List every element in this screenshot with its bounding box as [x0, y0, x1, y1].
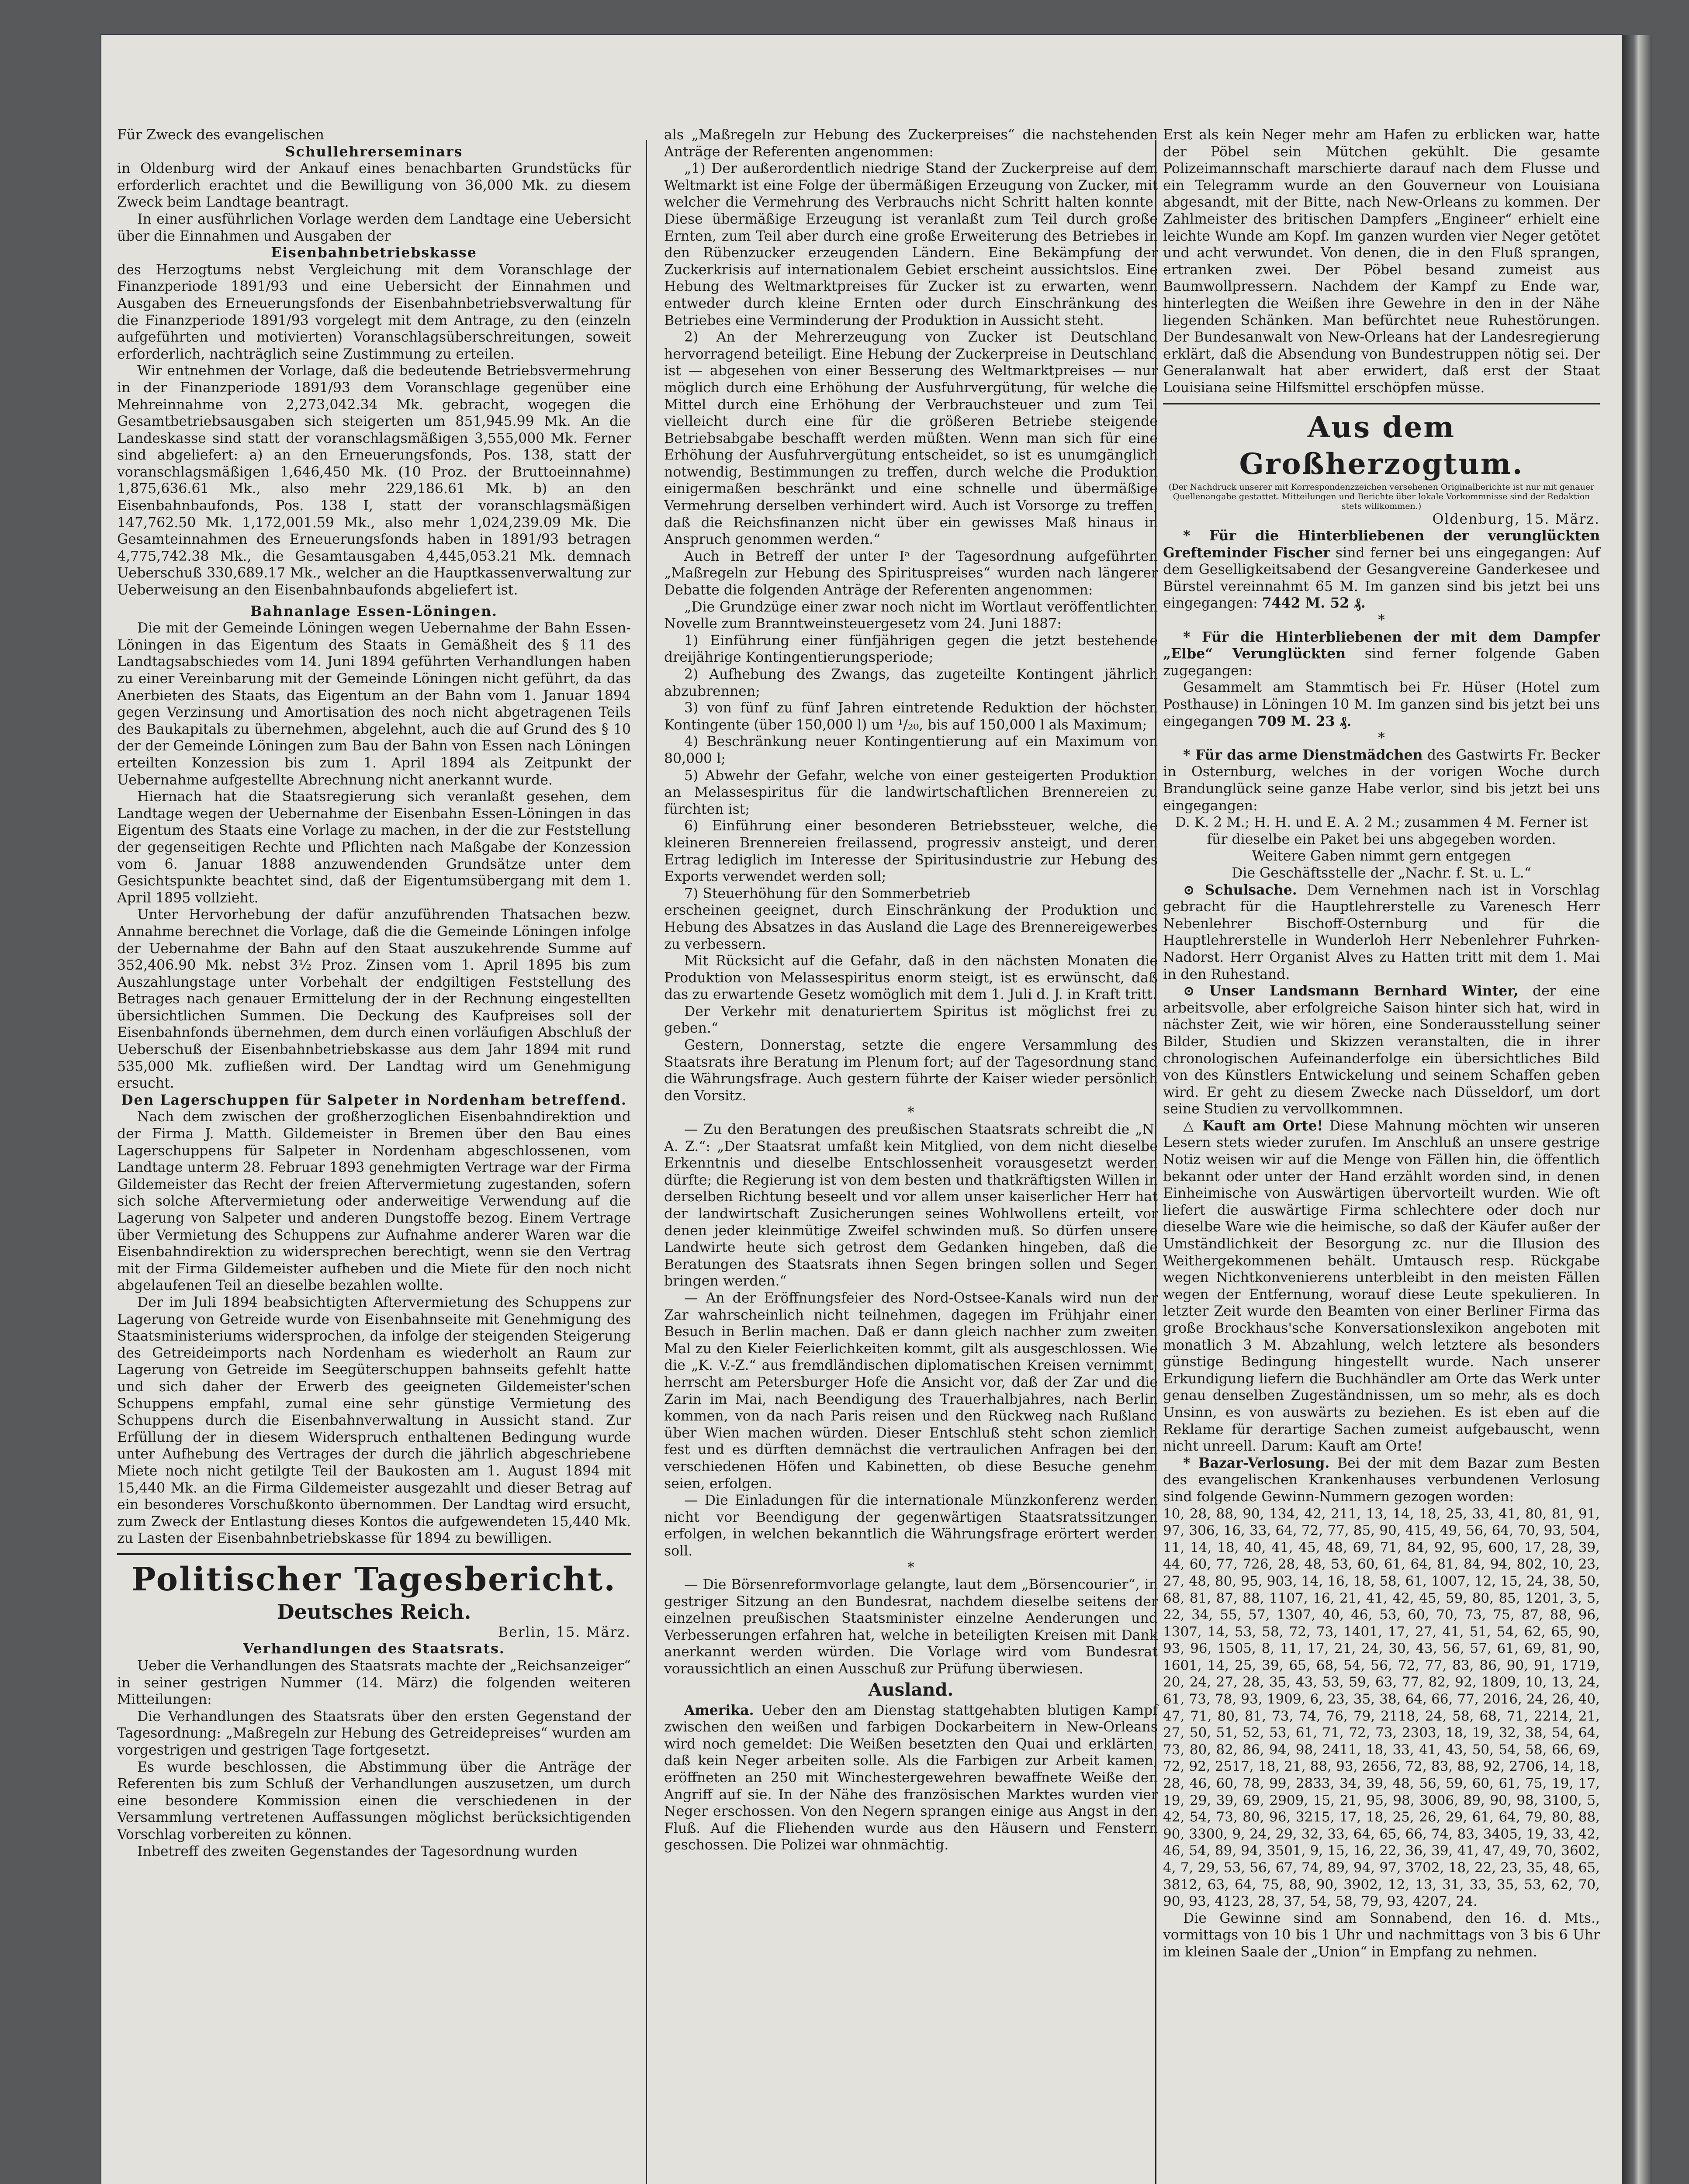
text-paragraph: der eine arbeitsvolle, aber erfolgreiche Saison hinter sich hat, wird in nächster Zeit, wie wir hören, eine Sonderausstellung seiner Bilder, Studien und Skizzen veranstalten, die in ihrer chronologischen Aufeinanderfolge ein übersichtliches Bild von des Künstlers Entwickelung und seinem Schaffen geben wird. Er geht zu diesem Zwecke nach Düsseldorf, um dort seine Studien zu vervollkommnen. [1163, 983, 1600, 1117]
section-heading: ⊙ Schulsache. [1183, 881, 1297, 898]
dateline: Oldenburg, 15. März. [1432, 511, 1600, 527]
list-item: 6) Einführung einer besonderen Betriebssteuer, welche, die kleineren Brennereien freilassend, progressiv ansteigt, und deren Ertrag lediglich im Interesse der Spiritusindustrie zur Hebung des Exports verwendet werden soll; [664, 818, 1158, 885]
column-1 [117, 127, 631, 1860]
section-subtitle: Deutsches Reich. [277, 1600, 471, 1624]
separator-star: * [1378, 612, 1385, 629]
text-paragraph: 2) An der Mehrerzeugung von Zucker ist Deutschland hervorragend beteiligt. Eine Hebung der Zuckerpreise in Deutschland ist — abgesehen von einer Besserung des Weltmarktpreises — nur möglich durch eine Erhöhung der Ausfuhrvergütung, für welche die Mittel durch eine Erhöhung der Verbrauchsteuer und zum Teil vielleicht durch eine für die größeren Betriebe steigende Betriebsabgabe beschafft werden müßten. Wenn man sich für eine Erhöhung der Ausfuhrvergütung entscheidet, so ist es unumgänglich notwendig, Bestimmungen zu treffen, durch welche die Produktion einigermaßen beschränkt und eine schnelle und übermäßige Vermehrung derselben verhindert wird. Auch ist Vorsorge zu treffen, daß die Reichsfinanzen nicht über ein gewisses Maß hinaus in Anspruch genommen werden.“ [664, 329, 1158, 548]
text-paragraph: In einer ausführlichen Vorlage werden dem Landtage eine Uebersicht über die Einnahmen und Ausgaben der [117, 211, 631, 244]
text-paragraph: Die Gewinne sind am Sonnabend, den 16. d. Mts., vormittags von 10 bis 1 Uhr und nachmittags von 3 bis 6 Uhr im kleinen Saale der „Union“ in Empfang zu nehmen. [1163, 1910, 1600, 1960]
text-paragraph: als „Maßregeln zur Hebung des Zuckerpreises“ die nachstehenden Anträge der Referenten angenommen: [664, 127, 1158, 160]
text-paragraph: sind ferner folgende Gaben zugegangen: [1163, 646, 1600, 679]
list-item: 2) Aufhebung des Zwangs, das zugeteilte Kontingent jährlich abzubrennen; [664, 667, 1158, 699]
text-paragraph: Für Zweck des evangelischen [117, 127, 324, 143]
text-paragraph: Wir entnehmen der Vorlage, daß die bedeutende Betriebsvermehrung in der Finanzperiode 1891/93 dem Voranschlage gegenüber eine Mehreinnahme von 2,273,042.34 Mk. gebracht, wogegen die Gesamtbetriebsausgaben sich steigerten um 851,945.99 Mk. An die Landeskasse sind statt der voranschlagsmäßigen 3,555,000 Mk. Ferner sind abgeliefert: a) an den Erneuerungsfonds, Pos. 138, statt der voranschlagsmäßigen 1,646,450 Mk. (10 Proz. der Bruttoeinnahme) 1,875,636.61 Mk., also mehr 229,186.61 Mk. b) an den Eisenbahnbaufonds, Pos. 138 I, statt der voranschlagsmäßigen 147,762.50 Mk. 1,172,001.59 Mk., also mehr 1,024,239.09 Mk. Die Gesamteinnahmen des Erneuerungsfonds haben in 1891/93 betragen 4,775,742.38 Mk., die Gesamtausgaben 4,445,053.21 Mk. demnach Ueberschuß 330,689.17 Mk., welcher an die Hauptkassenverwaltung zur Ueberweisung an den Eisenbahnbaufonds abgeliefert ist. [117, 363, 631, 598]
section-heading: Schullehrerseminars [285, 143, 463, 160]
text-paragraph: Der Verkehr mit denaturiertem Spiritus ist möglichst frei zu geben.“ [664, 1003, 1158, 1037]
text-paragraph: erscheinen geeignet, durch Einschränkung der Produktion und Hebung des Absatzes in das Ausland die Lage des Brennereigewerbes zu verbessern. [664, 902, 1158, 952]
text-paragraph: Gestern, Donnerstag, setzte die engere Versammlung des Staatsrats ihre Beratung im Plenum fort; auf der Tagesordnung stand die Währungsfrage. Auch gestern führte der Kaiser wieder persönlich den Vorsitz. [664, 1037, 1158, 1104]
text-paragraph: in Oldenburg wird der Ankauf eines benachbarten Grundstücks für erforderlich erachtet und die Bewilligung von 36,000 Mk. zu diesem Zweck beim Landtage beantragt. [117, 161, 631, 211]
section-title: Politischer Tagesbericht. [131, 1560, 617, 1598]
text-paragraph: — Die Einladungen für die internationale Münzkonferenz werden nicht vor Beendigung der gegenwärtigen Staatsratssitzungen erfolgen, in welchen bekanntlich die Währungsfrage erörtert werden soll. [664, 1493, 1158, 1559]
column-2 [664, 127, 1158, 1854]
list-item: 5) Abwehr der Gefahr, welche von einer gesteigerten Produktion an Melassespiritus für die landwirtschaftlichen Brennereien zu fürchten ist; [664, 767, 1158, 817]
column-rule-1 [646, 140, 647, 2184]
section-heading: Bahnanlage Essen-Löningen. [250, 603, 498, 619]
section-heading: Ausland. [868, 1679, 954, 1700]
text-paragraph: Ueber die Verhandlungen des Staatsrats machte der „Reichsanzeiger“ in seiner gestrigen Nummer (14. März) die folgenden weiteren Mitteilungen: [117, 1658, 631, 1708]
section-heading: * Für die Hinterbliebenen der mit dem Dampfer „Elbe“ Verunglückten [1163, 629, 1600, 662]
lottery-numbers: 10, 28, 88, 90, 134, 42, 211, 13, 14, 18, 25, 33, 41, 80, 81, 91, 97, 306, 16, 33, 64, 72, 77, 85, 90, 415, 49, 56, 64, 70, 93, 504, 11, 14, 18, 40, 41, 45, 48, 69, 71, 84, 92, 95, 600, 17, 28, 39, 44, 60, 77, 726, 28, 48, 53, 60, 61, 64, 81, 84, 94, 802, 10, 23, 27, 48, 80, 95, 903, 14, 16, 18, 58, 61, 1007, 12, 15, 24, 38, 50, 68, 81, 87, 88, 1107, 16, 21, 41, 42, 45, 59, 80, 85, 1201, 3, 5, 22, 34, 55, 57, 1307, 40, 46, 53, 60, 70, 73, 75, 87, 88, 96, 1307, 14, 53, 58, 72, 73, 1401, 17, 27, 41, 51, 54, 62, 65, 90, 93, 96, 1505, 8, 11, 17, 21, 24, 30, 43, 56, 57, 61, 69, 81, 90, 1601, 14, 25, 39, 65, 68, 54, 56, 72, 77, 83, 86, 90, 91, 1719, 20, 24, 27, 28, 35, 43, 53, 59, 63, 77, 82, 92, 1809, 10, 13, 24, 61, 73, 78, 93, 1909, 6, 23, 35, 38, 64, 66, 77, 2016, 24, 26, 40, 47, 71, 80, 81, 73, 74, 76, 79, 2118, 24, 58, 68, 71, 2214, 21, 27, 50, 51, 52, 53, 61, 71, 72, 73, 2303, 18, 19, 32, 38, 54, 64, 73, 80, 82, 86, 94, 98, 2411, 18, 33, 41, 43, 50, 54, 58, 66, 69, 72, 92, 2517, 18, 21, 88, 93, 2656, 72, 83, 88, 92, 2706, 14, 18, 28, 46, 60, 78, 99, 2833, 34, 39, 48, 56, 59, 60, 61, 75, 19, 17, 19, 29, 39, 69, 2909, 15, 21, 95, 98, 3006, 89, 90, 98, 3100, 5, 42, 54, 73, 80, 96, 3215, 17, 18, 25, 26, 29, 61, 64, 79, 80, 88, 90, 3300, 9, 24, 29, 32, 33, 64, 65, 66, 74, 83, 3405, 19, 33, 42, 46, 54, 89, 94, 3501, 9, 15, 16, 22, 36, 39, 41, 47, 49, 70, 3602, 4, 7, 29, 53, 56, 67, 74, 89, 94, 97, 3702, 18, 22, 23, 35, 48, 65, 3812, 63, 64, 75, 88, 90, 3902, 12, 13, 31, 33, 35, 53, 62, 70, 90, 93, 4123, 28, 37, 54, 58, 79, 93, 4207, 24. [1163, 1506, 1600, 1910]
text-paragraph: Gesammelt am Stammtisch bei Fr. Hüser (Hotel zum Posthause) in Löningen 10 M. Im ganzen sind bis jetzt bei uns eingegangen [1163, 680, 1600, 729]
section-heading: Eisenbahnbetriebskasse [271, 245, 477, 261]
text-paragraph: — An der Eröffnungsfeier des Nord-Ostsee-Kanals wird nun der Zar wahrscheinlich nicht teilnehmen, dagegen im Frühjahr einen Besuch in Berlin machen. Daß er dann gleich nachher zum zweiten Mal zu den Kieler Feierlichkeiten kommt, gilt als ausgeschlossen. Wie die „K. V.-Z.“ aus fremdländischen diplomatischen Kreisen vernimmt, herrscht am Petersburger Hofe die Ansicht vor, daß der Zar und die Zarin im Mai, nach Beendigung des Trauerhalbjahres, nach Berlin kommen, von da nach Paris reisen und den Rückweg nach Rußland über Wien machen würden. Dieser Entschluß steht schon ziemlich fest und es dürften demnächst die vertraulichen Anfragen bei den verschiedenen Höfen und Kabinetten, ob diese Besuche genehm seien, erfolgen. [664, 1290, 1158, 1492]
text-paragraph: Ueber den am Dienstag stattgehabten blutigen Kampf zwischen den weißen und farbigen Dockarbeitern in New-Orleans wird noch gemeldet: Die Weißen besetzten den Quai und erklärten, daß kein Neger arbeiten solle. Als die Farbigen zur Arbeit kamen, eröffneten an 250 mit Winchestergewehren bewaffnete Weiße den Angriff auf sie. In der Nähe des französischen Marktes wurden vier Neger erschossen. Von den Negern sprangen einige aus Angst in den Fluß. Auf die Fliehenden wurde aus den Häusern und Fenstern geschossen. Die Polizei war ohnmächtig. [664, 1702, 1158, 1853]
text-paragraph: des Gastwirts Fr. Becker in Osternburg, welches in der vorigen Woche durch Brandunglück seine ganze Habe verlor, sind bis jetzt bei uns eingegangen: [1163, 747, 1600, 814]
section-heading: * Für das arme Dienstmädchen [1183, 746, 1423, 763]
list-item: 7) Steuerhöhung für den Sommerbetrieb [684, 885, 971, 902]
section-heading: Den Lagerschuppen für Salpeter in Nordenham betreffend. [121, 1092, 627, 1108]
sum-value: 7442 M. 52 ₰. [1262, 595, 1366, 612]
text-paragraph: Hiernach hat die Staatsregierung sich veranlaßt gesehen, dem Landtage wegen der Uebernahme der Eisenbahn Essen-Löningen in das Eigentum des Staats eine Vorlage zu machen, in der die zur Feststellung der gegenseitigen Rechte und Pflichten nach Maßgabe der Konzession vom 6. Januar 1888 anzuwendenden Grundsätze unter dem Gesichtspunkte beachtet sind, daß der Eigentumsübergang mit dem 1. April 1895 vollzieht. [117, 789, 631, 906]
text-paragraph: Inbetreff des zweiten Gegenstandes der Tagesordnung wurden [137, 1843, 578, 1859]
separator-star: * [907, 1105, 914, 1121]
text-paragraph: D. K. 2 M.; H. H. und E. A. 2 M.; zusammen 4 M. Ferner ist für dieselbe ein Paket bei uns abgegeben worden. [1175, 815, 1588, 847]
section-title: Aus dem Großherzogtum. [1239, 410, 1524, 481]
text-paragraph: Diese Mahnung möchten wir unseren Lesern stets wieder zurufen. Im Anschluß an unsere gestrige Notiz weisen wir auf die Menge von Fällen hin, die öffentlich bekannt oder unter der Hand erzählt worden sind, in denen Einheimische von Auswärtigen übervorteilt wurden. Wie oft liefert die auswärtige Firma schlechtere oder doch nur dieselbe Ware wie die heimische, so daß der Käufer außer der Umständlichkeit der Besorgung zc. nur die Illusion des Weithergekommenen behält. Umtausch resp. Rückgabe wegen Nichtkonvenierens unterbleibt in den meisten Fällen wegen der Entfernung, worauf diese Leute spekulieren. In letzter Zeit wurde den Beamten von einer Berliner Firma das große Brockhaus'sche Konversationslexikon angeboten mit monatlich 3 M. Abzahlung, welch letztere als besonders günstige Bedingung hingestellt wurde. Nach unserer Erkundigung liefern die Buchhändler am Orte das Werk unter genau denselben Zugeständnissen, um so mehr, als es doch Unsinn, es von auswärts zu beziehen. Es ist eben auf die Reklame für derartige Sachen zumeist aufgebauscht, wenn nicht unreell. Darum: Kauft am Orte! [1163, 1118, 1600, 1455]
text-paragraph: „Die Grundzüge einer zwar noch nicht im Wortlaut veröffentlichten Novelle zum Branntweinsteuergesetz vom 24. Juni 1887: [664, 599, 1158, 632]
text-paragraph: Weitere Gaben nimmt gern entgegen [1252, 848, 1511, 864]
sum-value: 709 M. 23 ₰. [1257, 713, 1352, 729]
text-paragraph: Mit Rücksicht auf die Gefahr, daß in den nächsten Monaten die Produktion von Melassespiritus enorm steigt, ist es erwünscht, daß das zu erwartende Gesetz womöglich mit dem 1. Juli d. J. in Kraft tritt. [664, 953, 1158, 1003]
section-heading: Amerika. [684, 1702, 754, 1718]
text-paragraph: — Zu den Beratungen des preußischen Staatsrats schreibt die „N. A. Z.“: „Der Staatsrat umfaßt kein Mitglied, von dem nicht dieselbe Erkenntnis und dieselbe Entschlossenheit vorausgesetzt werden dürfte; die Regierung ist von dem besten und thatkräftigsten Willen in derselben Richtung beseelt und vor allem unser kaiserlicher Herr hat der landwirtschaft Zusicherungen seines Wohlwollens erteilt, vor denen jeder kleinmütige Zweifel schwinden muß. So dürfen unsere Landwirte heute sich getrost dem Gedanken hingeben, daß die Beratungen des Staatsrats ihnen Segen bringen sollen und Segen bringen werden.“ [664, 1122, 1158, 1289]
text-paragraph: Unter Hervorhebung der dafür anzuführenden Thatsachen bezw. Annahme berechnet die Vorlage, daß die die Gemeinde Löningen infolge der Uebernahme der Bahn auf den Staat auszukehrende Summe auf 352,406.90 Mk. nebst 3½ Proz. Zinsen vom 1. April 1895 bis zum Auszahlungstage unter Vorbehalt der endgiltigen Feststellung des Betrages nach genauer Ermittelung der in der Rechnung eingestellten übersichtlichen Summen. Die Deckung des Kaufpreises soll der Eisenbahnfonds übernehmen, dem durch einen vorläufigen Abschluß der Ueberschuß der Eisenbahnbetriebskasse aus dem Jahr 1894 mit rund 535,000 Mk. zufließen wird. Der Landtag wird um Genehmigung ersucht. [117, 907, 631, 1092]
column-3 [1163, 127, 1600, 1961]
section-divider [1163, 403, 1600, 404]
section-heading: * Bazar-Verlosung. [1183, 1455, 1330, 1471]
list-item: 3) von fünf zu fünf Jahren eintretende Reduktion der höchsten Kontingente (über 150,000 l) um ¹/₂₀, bis auf 150,000 l als Maximum; [664, 700, 1158, 733]
separator-star: * [1378, 730, 1385, 746]
section-heading: ⊙ Unser Landsmann Bernhard Winter, [1183, 983, 1519, 999]
text-paragraph: — Die Börsenreformvorlage gelangte, laut dem „Börsencourier“, in gestriger Sitzung an den Bundesrat, nachdem dieselbe seitens der einzelnen preußischen Staatsminister einzelne Aenderungen und Verbesserungen erfahren hat, welche in beteiligten Kreisen mit Dank anerkannt werden würden. Die Vorlage wird vom Bundesrat voraussichtlich an einen Ausschuß zur Prüfung überwiesen. [664, 1577, 1158, 1677]
reprint-note: (Der Nachdruck unserer mit Korrespondenzzeichen versehenen Originalberichte ist nur mit genauer Quellenangabe gestattet. Mitteilungen und Berichte über lokale Vorkommnisse sind der Redaktion stets willkommen.) [1168, 482, 1595, 511]
text-paragraph: Bei der mit dem Bazar zum Besten des evangelischen Krankenhauses verbundenen Verlosung sind folgende Gewinn-Nummern gezogen worden: [1163, 1455, 1600, 1505]
text-paragraph: Nach dem zwischen der großherzoglichen Eisenbahndirektion und der Firma J. Matth. Gildemeister in Bremen über den Bau eines Lagerschuppens für Salpeter in Nordenham abgeschlossenen, vom Landtage unterm 28. Februar 1893 genehmigten Vertrage war der Firma Gildemeister das Recht der freien Aftervermietung zugestanden, sofern sich solche Aftervermietung oder anderweitige Verwendung auf die Lagerung von Salpeter und anderen Dungstoffe bezog. Einem Vertrage über Vermietung des Schuppens zur Aufnahme anderer Waren war die Eisenbahndirektion zu widersprechen berechtigt, wenn sie den Vertrag mit der Firma Gildemeister aufheben und die Miete für den noch nicht abgelaufenen Teil an dieselbe bezahlen wollte. [117, 1109, 631, 1294]
section-divider [117, 1553, 631, 1555]
text-paragraph: „1) Der außerordentlich niedrige Stand der Zuckerpreise auf dem Weltmarkt ist eine Folge der übermäßigen Erzeugung von Zucker, mit welcher die Vermehrung des Verbrauchs nicht Schritt halten konnte. Diese übermäßige Erzeugung ist veranlaßt zum Teil durch große Ernten, zum Teil aber durch eine große Erweiterung des Betriebes in den Rübenzucker erzeugenden Ländern. Eine Bekämpfung der Zuckerkrisis auf internationalem Gebiet erscheint aussichtslos. Eine Hebung des Weltmarktpreises für Zucker ist zu erwarten, wenn entweder durch kleine Ernten oder durch Einschränkung des Betriebes eine Verminderung der Produktion in Aussicht steht. [664, 161, 1158, 328]
text-paragraph: Der im Juli 1894 beabsichtigten Aftervermietung des Schuppens zur Lagerung von Getreide wurde von Eisenbahnseite mit Genehmigung des Staatsministeriums widersprochen, da infolge der steigenden Steigerung des Getreideimports nach Nordenham es wiederholt an Raum zur Lagerung von Getreide im Seegüterschuppen bahnseits gefehlt hatte und sich daher der Erwerb des geeigneten Gildemeister'schen Schuppens empfahl, zumal eine sehr günstige Vermietung des Schuppens durch die Eisenbahnverwaltung in Aussicht stand. Zur Erfüllung der in diesem Widerspruch enthaltenen Bedingung wurde unter Aufhebung des Vertrages der durch die jährlich abgeschriebene Miete noch nicht getilgte Teil der Baukosten am 1. August 1894 mit 15,440 Mk. an die Firma Gildemeister ausgezahlt und dieser Betrag auf ein besonderes Vorschußkonto übernommen. Der Landtag wird ersucht, zum Zweck der Entlastung dieses Kontos die aufgewendeten 15,440 Mk. zu Lasten der Eisenbahnbetriebskasse für 1894 zu bewilligen. [117, 1294, 631, 1547]
page-edge-shadow [1622, 35, 1652, 2184]
section-heading: * Für die Hinterbliebenen der verunglückten Grefteminder Fischer [1163, 528, 1600, 561]
section-heading: Verhandlungen des Staatsrats. [243, 1641, 505, 1657]
section-heading: △ Kauft am Orte! [1183, 1117, 1323, 1134]
dateline: Berlin, 15. März. [498, 1624, 631, 1640]
text-paragraph: Es wurde beschlossen, die Abstimmung über die Anträge der Referenten bis zum Schluß der Verhandlungen auszusetzen, um durch eine besondere Kommission einen die verschiedenen in der Versammlung vertretenen Auffassungen möglichst berücksichtigenden Vorschlag vorbereiten zu können. [117, 1759, 631, 1842]
separator-star: * [907, 1560, 914, 1576]
text-paragraph: Dem Vernehmen nach ist in Vorschlag gebracht für die Hauptlehrerstelle zu Varenesch Herr Nebenlehrer Bischoff-Osternburg und für die Hauptlehrerstelle in Wunderloh Herr Nebenlehrer Fuhrken-Nadorst. Herr Organist Alves zu Hatten tritt mit dem 1. Mai in den Ruhestand. [1163, 882, 1600, 982]
text-paragraph: Die mit der Gemeinde Löningen wegen Uebernahme der Bahn Essen-Löningen in das Eigentum des Staats in Gemäßheit des § 11 des Landtagsabschiedes vom 14. Juni 1894 geführten Verhandlungen haben zu einer Vereinbarung mit der Gemeinde Löningen nicht geführt, da das Anerbieten des Staats, das Eigentum an der Bahn vom 1. Januar 1894 gegen Verzinsung und Amortisation des noch nicht abgetragenen Teils des Baukapitals zu übernehmen, abgelehnt, auch die auf Grund des § 10 der der Gemeinde Löningen zum Bau der Bahn von Essen nach Löningen erteilten Konzession bis zum 1. April 1894 als Zeitpunkt der Uebernahme aufgestellte Abrechnung nicht anerkannt wurde. [117, 620, 631, 788]
text-paragraph: sind ferner bei uns eingegangen: Auf dem Geselligkeitsabend der Gesangvereine Ganderkesee und Bürstel vereinnahmt 65 M. Im ganzen sind bis jetzt bei uns eingegangen: [1163, 545, 1600, 612]
text-paragraph: Erst als kein Neger mehr am Hafen zu erblicken war, hatte der Pöbel sein Mütchen gekühlt. Die gesamte Polizeimannschaft marschierte darauf nach dem Flusse und ein Telegramm wurde an den Gouverneur von Louisiana abgesandt, mit der Bitte, nach New-Orleans zu kommen. Der Zahlmeister des britischen Dampfers „Engineer“ erhielt eine leichte Wunde am Kopf. Im ganzen wurden vier Neger getötet und acht verwundet. Von denen, die in den Fluß sprangen, ertranken zwei. Der Pöbel besand zumeist aus Baumwollpressern. Nachdem der Kampf zu Ende war, hinterlegten die Weißen ihre Gewehre in den in der Nähe liegenden Schänken. Man befürchtet neue Ruhestörungen. Der Bundesanwalt von New-Orleans hat der Landesregierung erklärt, daß die Absendung von Bundestruppen nötig sei. Der Generalanwalt hat aber erwidert, daß erst der Staat Louisiana seine Hilfsmittel erschöpfen müsse. [1163, 127, 1600, 396]
text-paragraph: des Herzogtums nebst Vergleichung mit dem Voranschlage der Finanzperiode 1891/93 und eine Uebersicht der Einnahmen und Ausgaben des Erneuerungsfonds der Eisenbahnbetriebsverwaltung für die Finanzperiode 1891/93 vorgelegt mit dem Antrage, zu den (einzeln aufgeführten und motivierten) Voranschlagsüberschreitungen, soweit erforderlich, nachträglich seine Zustimmung zu erteilen. [117, 262, 631, 362]
text-paragraph: Die Geschäftsstelle der „Nachr. f. St. u. L.“ [1232, 865, 1531, 881]
text-paragraph: Auch in Betreff der unter Iᵃ der Tagesordnung aufgeführten „Maßregeln zur Hebung des Spirituspreises“ wurden nach längerer Debatte die folgenden Anträge der Referenten angenommen: [664, 548, 1158, 598]
list-item: 4) Beschränkung neuer Kontingentierung auf ein Maximum von 80,000 l; [664, 734, 1158, 767]
list-item: 1) Einführung einer fünfjährigen gegen die jetzt bestehende dreijährige Kontingentierungsperiode; [664, 632, 1158, 666]
text-paragraph: Die Verhandlungen des Staatsrats über den ersten Gegenstand der Tagesordnung: „Maßregeln zur Hebung des Getreidepreises“ wurden am vorgestrigen und gestrigen Tage fortgesetzt. [117, 1708, 631, 1759]
